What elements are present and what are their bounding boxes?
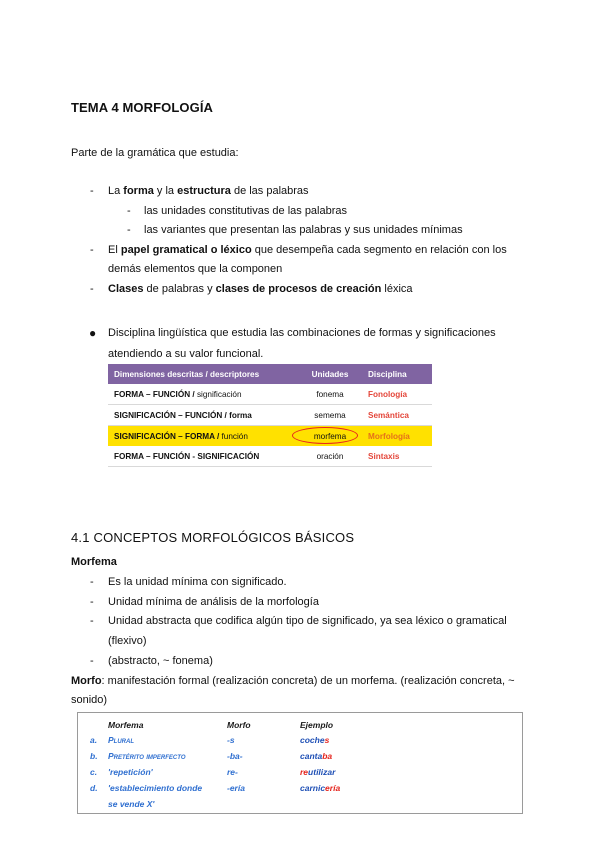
table-cell: 'repetición' (108, 767, 153, 777)
table-cell: oración (298, 446, 362, 467)
table-cell: SIGNIFICACIÓN – FORMA / función (108, 426, 298, 447)
list-dash: - (90, 283, 94, 295)
disciplines-table (108, 364, 432, 468)
table-cell: Fonología (362, 384, 432, 405)
table-cell: semema (298, 405, 362, 426)
table-cell: cantaba (300, 751, 333, 761)
table-cell: morfema (298, 426, 362, 447)
morfema-examples-table (77, 712, 523, 814)
morfema-item: Unidad abstracta que codifica algún tipo de significado, ya sea léxico o gramatical (108, 615, 507, 627)
bullet-text: Disciplina lingüística que estudia las combinaciones de formas y significaciones (108, 327, 496, 339)
table-row (108, 446, 432, 467)
table-cell: carnicería (300, 783, 341, 793)
morfema-item: Unidad mínima de análisis de la morfología (108, 596, 319, 608)
table-header-cell: Unidades (298, 364, 362, 384)
list-dash: - (90, 576, 94, 588)
table-header-cell: Morfema (108, 720, 144, 730)
sublist-dash: - (127, 205, 131, 217)
table-cell: 'establecimiento donde (108, 783, 203, 793)
table-header-cell: Morfo (227, 720, 251, 730)
table-row-highlighted (108, 426, 432, 447)
section-heading: 4.1 CONCEPTOS MORFOLÓGICOS BÁSICOS (71, 530, 355, 545)
table-cell: SIGNIFICACIÓN – FUNCIÓN / forma (108, 405, 298, 426)
row-letter: b. (90, 751, 98, 761)
list-item-forma: La forma y la estructura de las palabras (108, 185, 309, 197)
row-letter: a. (90, 735, 98, 745)
table-header-cell: Ejemplo (300, 720, 334, 730)
table-cell: Morfología (362, 426, 432, 447)
table-cell: fonema (298, 384, 362, 405)
table-cell-cont: se vende X' (108, 799, 155, 809)
table-header-cell: Disciplina (362, 364, 432, 384)
morfema-heading: Morfema (71, 556, 117, 568)
table-row (108, 384, 432, 405)
list-dash: - (90, 596, 94, 608)
intro-text: Parte de la gramática que estudia: (71, 147, 239, 159)
morfema-item: (abstracto, ~ fonema) (108, 655, 213, 667)
list-dash: - (90, 615, 94, 627)
page-title: TEMA 4 MORFOLOGÍA (71, 100, 214, 115)
bullet-text-cont: atendiendo a su valor funcional. (108, 348, 264, 360)
table-cell: -ería (227, 783, 245, 793)
list-dash: - (90, 244, 94, 256)
sublist-item: las unidades constitutivas de las palabras (144, 205, 348, 217)
sublist-item: las variantes que presentan las palabras y sus unidades mínimas (144, 224, 463, 236)
table-cell: coches (300, 735, 330, 745)
list-dash: - (90, 185, 94, 197)
table-cell: Plural (108, 735, 134, 745)
sublist-dash: - (127, 224, 131, 236)
table-cell: reutilizar (300, 767, 336, 777)
table-cell: Sintaxis (362, 446, 432, 467)
table-row (108, 405, 432, 426)
morfo-definition: Morfo: manifestación formal (realización concreta) de un morfema. (realización concreta, ~ (71, 675, 515, 687)
list-item-papel-cont: demás elementos que la componen (108, 263, 283, 275)
list-dash: - (90, 655, 94, 667)
table-cell: FORMA – FUNCIÓN - SIGNIFICACIÓN (108, 446, 298, 467)
highlight-circle (292, 427, 358, 444)
table-cell: -ba- (227, 751, 243, 761)
list-item-clases: Clases de palabras y clases de procesos de creación léxica (108, 283, 413, 295)
morfema-item-cont: (flexivo) (108, 635, 147, 647)
table-cell: Semántica (362, 405, 432, 426)
table-cell: -s (227, 735, 235, 745)
table-header-row (108, 364, 432, 384)
table-cell: FORMA – FUNCIÓN / significación (108, 384, 298, 405)
table-cell: Pretérito imperfecto (108, 751, 186, 761)
table-cell: re- (227, 767, 238, 777)
morfo-definition-cont: sonido) (71, 694, 108, 706)
row-letter: c. (90, 767, 98, 777)
bullet-dot: ● (89, 326, 97, 340)
table-header-cell: Dimensiones descritas / descriptores (108, 364, 298, 384)
list-item-papel: El papel gramatical o léxico que desempeña cada segmento en relación con los (108, 244, 507, 256)
morfema-item: Es la unidad mínima con significado. (108, 576, 287, 588)
row-letter: d. (90, 783, 98, 793)
